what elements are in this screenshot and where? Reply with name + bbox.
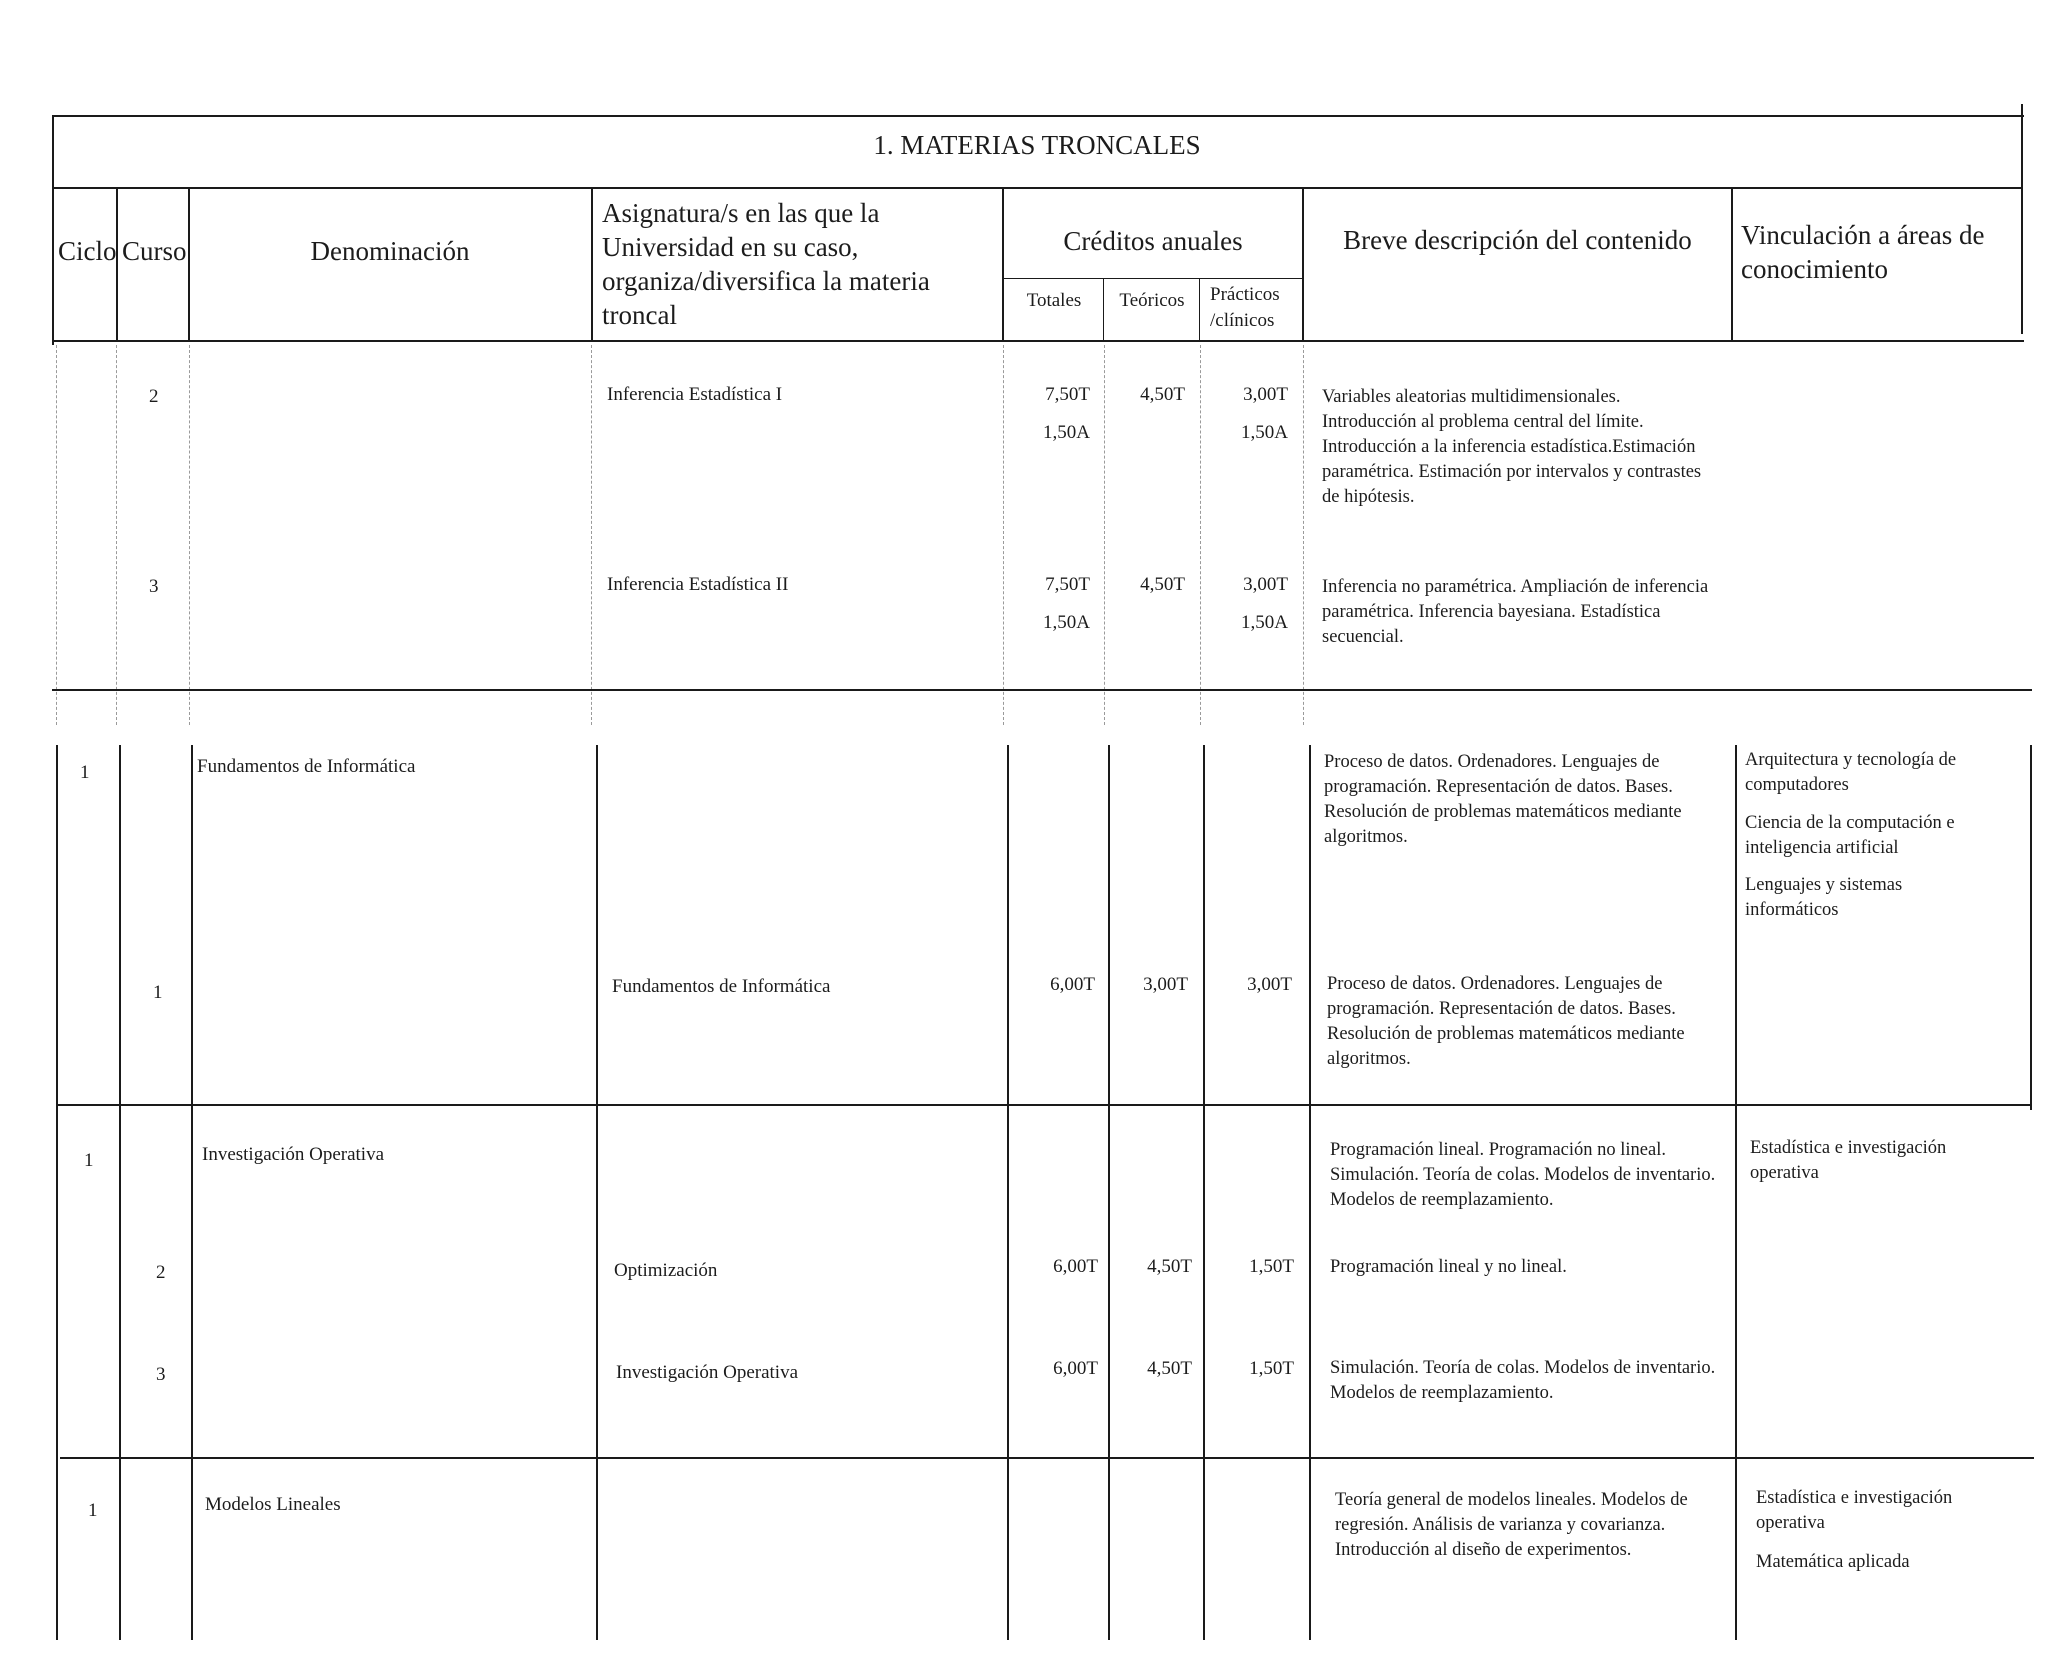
row-descripcion: Variables aleatorias multidimensionales. Introducción al problema central del límite. Introducción a la inferencia estadística.Estimación paramétrica. Estimación por intervalos y contrastes de hipótesis. xyxy=(1322,387,1702,507)
row-teoricos: 3,00T xyxy=(1143,974,1188,995)
page-title: 1. MATERIAS TRONCALES xyxy=(873,130,1201,160)
row-vinculacion: Estadística e investigación operativa xyxy=(1750,1138,1947,1183)
row-denominacion: Modelos Lineales xyxy=(205,1494,341,1515)
rule xyxy=(1003,345,1004,725)
rule xyxy=(1002,189,1004,341)
row-descripcion: Teoría general de modelos lineales. Modelos de regresión. Análisis de varianza y covarianza. Introducción al diseño de experimentos. xyxy=(1335,1490,1688,1560)
rule xyxy=(1302,189,1304,341)
row-asignatura: Inferencia Estadística II xyxy=(607,574,789,595)
row-asignatura: Fundamentos de Informática xyxy=(612,976,831,997)
rule xyxy=(56,745,58,1640)
row-teoricos: 4,50T xyxy=(1140,384,1185,405)
rule xyxy=(591,189,593,341)
row-denominacion: Investigación Operativa xyxy=(202,1144,385,1165)
row-vinculacion: Ciencia de la computación e inteligencia artificial xyxy=(1745,813,1955,858)
row-descripcion: Proceso de datos. Ordenadores. Lenguajes de programación. Representación de datos. Bases. Resolución de problemas matemáticos mediante algoritmos. xyxy=(1327,974,1685,1069)
row-descripcion: Programación lineal. Programación no lineal. Simulación. Teoría de colas. Modelos de inventario. Modelos de reemplazamiento. xyxy=(1330,1140,1716,1210)
rule xyxy=(1104,345,1105,725)
row-ciclo: 1 xyxy=(80,762,90,783)
row-asignatura: Investigación Operativa xyxy=(616,1362,799,1383)
row-descripcion: Inferencia no paramétrica. Ampliación de inferencia paramétrica. Inferencia bayesiana. Estadística secuencial. xyxy=(1322,577,1709,647)
header-practicos: Prácticos /clínicos xyxy=(1210,284,1280,331)
row-practicos: 1,50T xyxy=(1249,1358,1294,1379)
rule xyxy=(591,345,592,725)
row-vinculacion: Lenguajes y sistemas informáticos xyxy=(1745,875,1903,920)
rule xyxy=(119,745,121,1640)
row-curso: 3 xyxy=(156,1364,166,1385)
row-practicos: 3,00T xyxy=(1243,574,1288,595)
rule xyxy=(1303,345,1304,725)
rule xyxy=(596,745,598,1640)
rule xyxy=(1735,745,1737,1640)
rule xyxy=(1200,345,1201,725)
row-teoricos: 4,50T xyxy=(1147,1256,1192,1277)
rule xyxy=(1007,745,1009,1640)
row-descripcion: Programación lineal y no lineal. xyxy=(1330,1257,1567,1277)
row-totales: 7,50T xyxy=(1045,384,1090,405)
rule xyxy=(52,340,2024,342)
row-curso: 2 xyxy=(156,1262,166,1283)
rule xyxy=(191,745,193,1640)
row-totales: 6,00T xyxy=(1050,974,1095,995)
row-practicos: 3,00T xyxy=(1247,974,1292,995)
rule xyxy=(1309,745,1311,1640)
rule xyxy=(1731,189,1733,341)
row-teoricos: 4,50T xyxy=(1147,1358,1192,1379)
header-descripcion: Breve descripción del contenido xyxy=(1343,225,1692,255)
rule xyxy=(1203,745,1205,1640)
row-totales: 6,00T xyxy=(1053,1256,1098,1277)
row-totales: 6,00T xyxy=(1053,1358,1098,1379)
header-denominacion: Denominación xyxy=(310,236,470,266)
header-totales: Totales xyxy=(1026,290,1082,311)
row-denominacion: Fundamentos de Informática xyxy=(197,756,416,777)
row-curso: 3 xyxy=(149,576,159,597)
row-teoricos: 4,50T xyxy=(1140,574,1185,595)
header-curso: Curso xyxy=(122,236,187,266)
header-teoricos: Teóricos xyxy=(1119,290,1185,311)
row-descripcion: Proceso de datos. Ordenadores. Lenguajes de programación. Representación de datos. Bases. Resolución de problemas matemáticos mediante algoritmos. xyxy=(1324,752,1682,847)
rule xyxy=(60,1457,2034,1459)
row-ciclo: 1 xyxy=(88,1500,98,1521)
row-totales: 7,50T xyxy=(1045,574,1090,595)
row-practicos: 1,50T xyxy=(1249,1256,1294,1277)
row-vinculacion: Estadística e investigación operativa xyxy=(1756,1488,1953,1533)
rule xyxy=(116,345,117,725)
header-ciclo: Ciclo xyxy=(58,236,117,266)
row-practicos: 3,00T xyxy=(1243,384,1288,405)
header-vinculacion: Vinculación a áreas de conocimiento xyxy=(1741,220,1985,284)
rule xyxy=(52,689,2032,691)
row-vinculacion: Arquitectura y tecnología de computadores xyxy=(1745,750,1957,795)
rule xyxy=(56,1104,2032,1106)
row-asignatura: Inferencia Estadística I xyxy=(607,384,783,405)
row-asignatura: Optimización xyxy=(614,1260,718,1281)
rule xyxy=(52,187,2022,189)
rule xyxy=(189,345,190,725)
header-asignaturas: Asignatura/s en las que la Universidad en su caso, organiza/diversifica la materia troncal xyxy=(602,198,930,330)
row-vinculacion: Matemática aplicada xyxy=(1756,1552,1910,1572)
row-totales-2: 1,50A xyxy=(1043,612,1090,633)
row-totales-2: 1,50A xyxy=(1043,422,1090,443)
rule xyxy=(56,345,57,725)
row-ciclo: 1 xyxy=(84,1150,94,1171)
rule xyxy=(2030,745,2032,1110)
rule xyxy=(1002,278,1302,279)
row-descripcion: Simulación. Teoría de colas. Modelos de inventario. Modelos de reemplazamiento. xyxy=(1330,1358,1716,1403)
row-curso: 2 xyxy=(149,386,159,407)
row-practicos-2: 1,50A xyxy=(1241,612,1288,633)
header-creditos: Créditos anuales xyxy=(1063,226,1243,256)
row-curso: 1 xyxy=(153,982,163,1003)
rule xyxy=(1108,745,1110,1640)
rule xyxy=(52,115,2024,117)
row-practicos-2: 1,50A xyxy=(1241,422,1288,443)
